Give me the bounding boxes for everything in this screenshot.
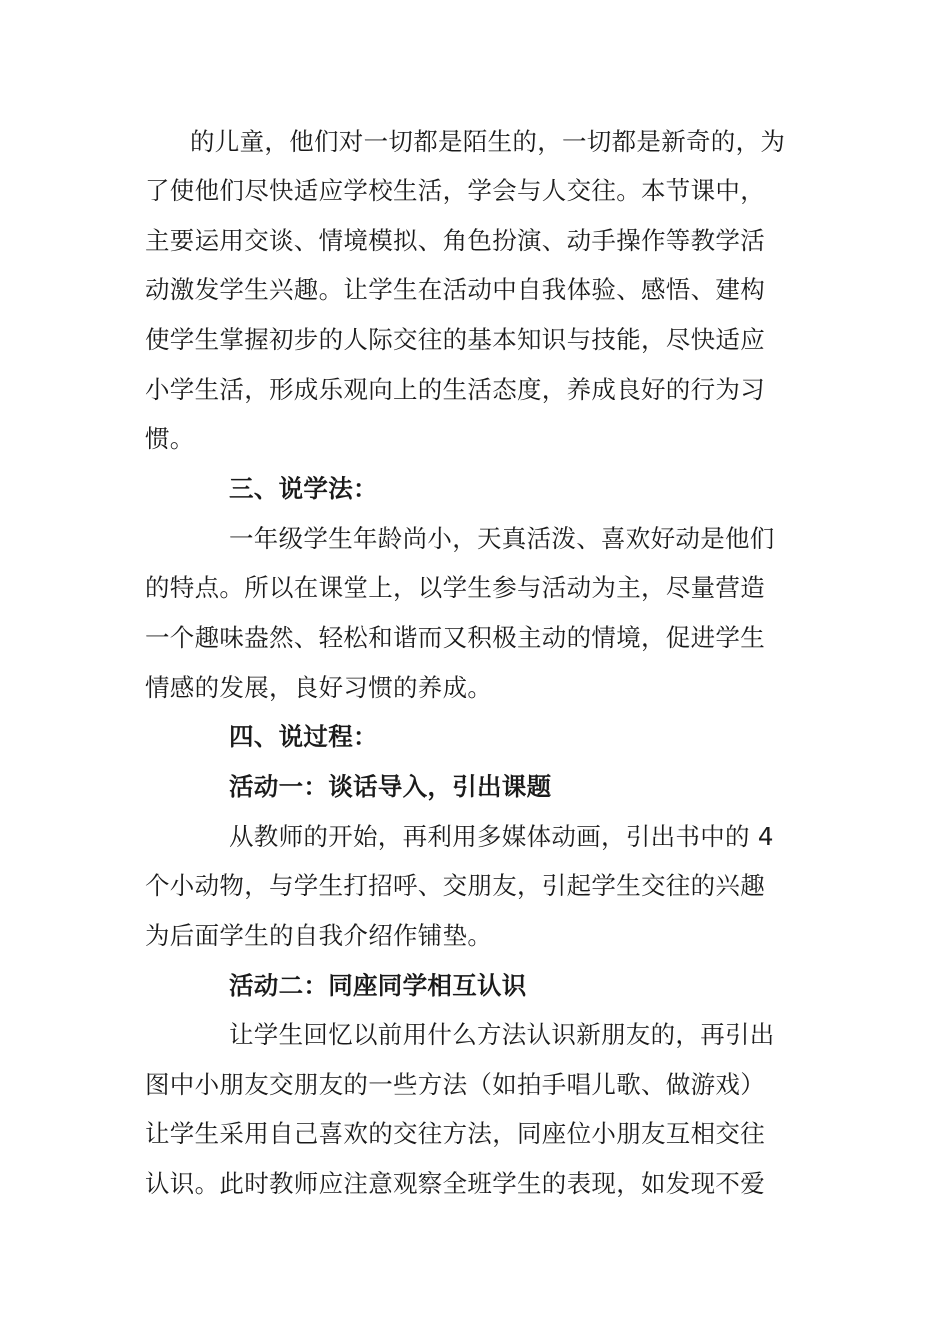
- activity-heading-one: 活动一：谈话导入，引出课题: [229, 772, 552, 801]
- section-heading-process: 四、说过程：: [229, 722, 378, 751]
- paragraph-line: 一年级学生年龄尚小，天真活泼、喜欢好动是他们: [229, 524, 775, 553]
- paragraph-line: 了使他们尽快适应学校生活，学会与人交往。本节课中，: [145, 176, 765, 205]
- paragraph-line: 为后面学生的自我介绍作铺垫。: [145, 921, 493, 950]
- paragraph-line: 一个趣味盎然、轻松和谐而又积极主动的情境，促进学生: [145, 623, 765, 652]
- paragraph-line: 图中小朋友交朋友的一些方法（如拍手唱儿歌、做游戏）: [145, 1070, 765, 1099]
- paragraph-line: 动激发学生兴趣。让学生在活动中自我体验、感悟、建构: [145, 275, 765, 304]
- section-heading-study-method: 三、说学法：: [229, 474, 378, 503]
- paragraph-line: 认识。此时教师应注意观察全班学生的表现，如发现不爱: [145, 1169, 765, 1198]
- paragraph-line: 个小动物，与学生打招呼、交朋友，引起学生交往的兴趣: [145, 871, 765, 900]
- paragraph-line: 的特点。所以在课堂上，以学生参与活动为主，尽量营造: [145, 573, 765, 602]
- paragraph-line: 惯。: [145, 424, 195, 453]
- paragraph-line: 主要运用交谈、情境模拟、角色扮演、动手操作等教学活: [145, 226, 765, 255]
- paragraph-line: 使学生掌握初步的人际交往的基本知识与技能，尽快适应: [145, 325, 765, 354]
- paragraph-line: 让学生采用自己喜欢的交往方法，同座位小朋友互相交往: [145, 1119, 765, 1148]
- paragraph-line: 的儿童，他们对一切都是陌生的，一切都是新奇的，为: [190, 127, 786, 156]
- paragraph-line: 小学生活，形成乐观向上的生活态度，养成良好的行为习: [145, 375, 765, 404]
- activity-heading-two: 活动二：同座同学相互认识: [229, 971, 527, 1000]
- paragraph-line: 让学生回忆以前用什么方法认识新朋友的，再引出: [229, 1020, 775, 1049]
- paragraph-line: 从教师的开始，再利用多媒体动画，引出书中的 4: [229, 822, 774, 851]
- paragraph-line: 情感的发展，良好习惯的养成。: [145, 673, 493, 702]
